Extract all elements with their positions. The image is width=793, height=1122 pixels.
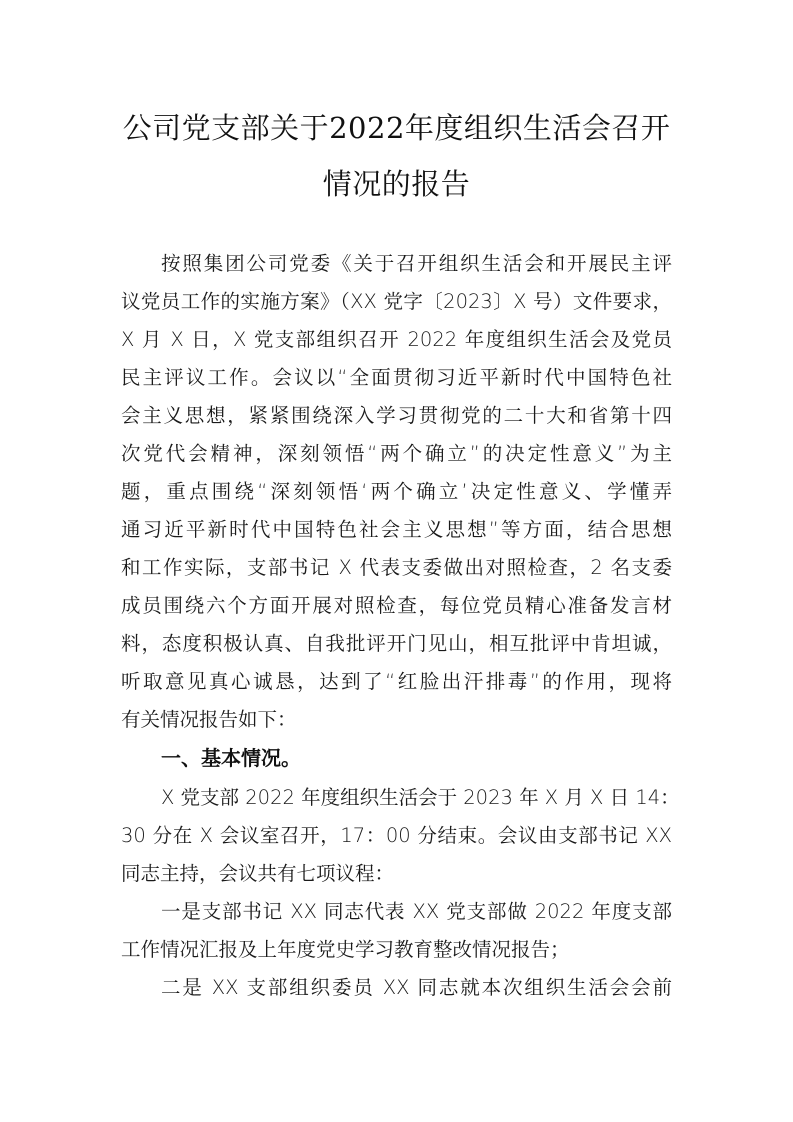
paragraph-1-line-3: X 月 X 日，X 党支部组织召开 2022 年度组织生活会及党员	[121, 328, 672, 351]
paragraph-1-line-4: 民主评议工作。会议以“全面贯彻习近平新时代中国特色社	[121, 366, 672, 389]
paragraph-2-line-2: 30 分在 X 会议室召开，17：00 分结束。会议由支部书记 XX	[121, 824, 672, 847]
document-title-line-2: 情况的报告	[322, 167, 471, 201]
paragraph-1-line-12: 听取意见真心诚恳，达到了“红脸出汗排毒”的作用，现将	[121, 670, 672, 693]
paragraph-1-line-9: 和工作实际，支部书记 X 代表支委做出对照检查，2 名支委	[121, 556, 672, 579]
paragraph-2-line-3: 同志主持，会议共有七项议程：	[121, 862, 395, 885]
paragraph-3-line-2: 工作情况汇报及上年度党史学习教育整改情况报告；	[121, 938, 570, 961]
paragraph-1-line-11: 料，态度积极认真、自我批评开门见山，相互批评中肯坦诚，	[121, 632, 672, 655]
paragraph-4-line-1: 二是 XX 支部组织委员 XX 同志就本次组织生活会会前	[161, 976, 672, 999]
paragraph-1-line-6: 次党代会精神，深刻领悟“两个确立”的决定性意义”为主	[121, 442, 672, 465]
paragraph-2-line-1: X 党支部 2022 年度组织生活会于 2023 年 X 月 X 日 14：	[161, 786, 680, 809]
section-heading-basic-info: 一、基本情况。	[161, 746, 301, 770]
paragraph-1-line-5: 会主义思想，紧紧围绕深入学习贯彻党的二十大和省第十四	[121, 404, 672, 427]
paragraph-1-line-13: 有关情况报告如下：	[121, 708, 297, 731]
paragraph-1-line-7: 题，重点围绕“深刻领悟‘两个确立’决定性意义、学懂弄	[121, 480, 672, 503]
paragraph-1-line-2: 议党员工作的实施方案》（XX 党字〔2023〕X 号）文件要求，	[121, 290, 672, 313]
document-title-line-1: 公司党支部关于2022年度组织生活会召开	[122, 111, 671, 145]
paragraph-1-line-10: 成员围绕六个方面开展对照检查，每位党员精心准备发言材	[121, 594, 672, 617]
paragraph-1-line-1: 按照集团公司党委《关于召开组织生活会和开展民主评	[161, 252, 672, 275]
paragraph-1-line-8: 通习近平新时代中国特色社会主义思想”等方面，结合思想	[121, 518, 672, 541]
paragraph-3-line-1: 一是支部书记 XX 同志代表 XX 党支部做 2022 年度支部	[161, 900, 672, 923]
